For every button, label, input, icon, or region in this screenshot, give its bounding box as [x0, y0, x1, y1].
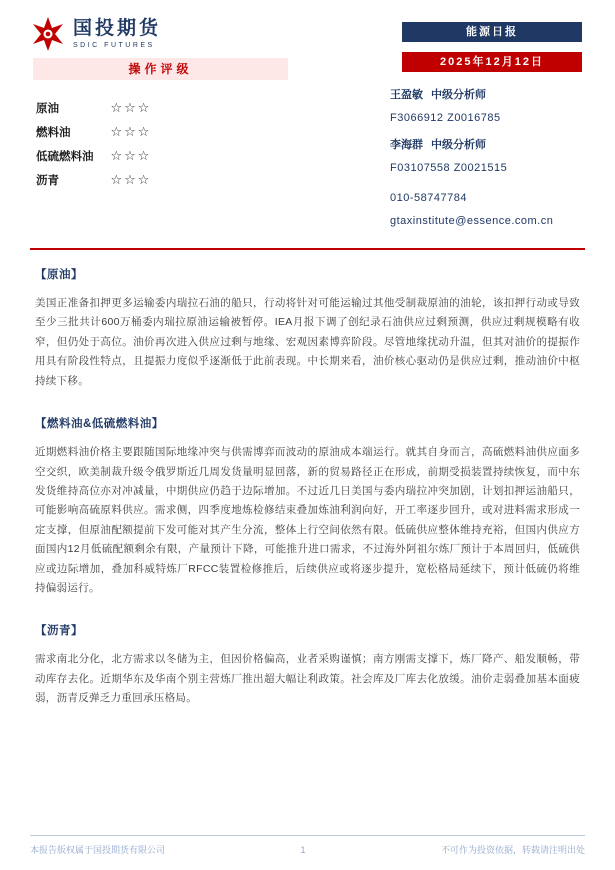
- report-type-banner: 能源日报: [402, 22, 582, 42]
- analyst-name: 王盈敏: [390, 89, 423, 101]
- contact-phone: 010-58747784: [390, 192, 467, 204]
- section-heading: 【燃料油&低硫燃料油】: [35, 418, 164, 431]
- contact-email: gtaxinstitute@essence.com.cn: [390, 215, 554, 227]
- rating-list: [36, 96, 296, 192]
- rating-commodity-name: 低硫燃料油: [36, 151, 94, 163]
- analyst-name: 李海群: [390, 139, 423, 151]
- rating-stars: ☆☆☆: [110, 148, 152, 163]
- report-body: [35, 266, 580, 733]
- rating-commodity-name: 燃料油: [36, 127, 71, 139]
- rating-row: [36, 120, 296, 144]
- section-fuel-oil: [35, 415, 580, 598]
- section-text: 美国正准备扣押更多运输委内瑞拉石油的船只，行动将针对可能运输过其他受制裁原油的油轮，该扣押行动或导致至少三批共计600万桶委内瑞拉原油运输被暂停。IEA月报下调了创纪录石油供应过剩预测，供应过剩规模略有收窄，但仍处于高位。油价再次进入供应过剩与地缘、宏观因素博弈阶段。尽管地缘扰动升温，但其对油价的提振作用具有阶段性特点，且提振力度似乎逐渐低于此前表现。中长期来看，油价核心驱动仍是供应过剩，推动油价中枢持续下移。: [35, 297, 580, 387]
- section-heading: 【沥青】: [35, 625, 83, 638]
- brand-text: [73, 19, 161, 49]
- analyst-codes: F3066912 Z0016785: [390, 112, 501, 124]
- rating-title: 操作评级: [33, 58, 288, 80]
- footer-disclaimer: 不可作为投资依据，转载请注明出处: [440, 845, 585, 855]
- rating-row: [36, 96, 296, 120]
- brand-subtitle: SDIC FUTURES: [73, 41, 155, 49]
- analyst-name-line: [390, 86, 590, 102]
- analyst-block: [390, 86, 590, 238]
- rating-commodity-name: 原油: [36, 103, 59, 115]
- rating-row: [36, 168, 296, 192]
- red-divider: [30, 248, 585, 250]
- footer-copyright: 本报告版权属于国投期货有限公司: [30, 845, 166, 855]
- section-text: 需求南北分化，北方需求以冬储为主，但因价格偏高，业者采购谨慎；南方刚需支撑下，炼厂降产、船发顺畅，带动库存去化。近期华东及华南个别主营炼厂推出超大幅让利政策。社会库及厂库去化放缓。油价走弱叠加基本面疲弱，沥青反弹乏力重回承压格局。: [35, 653, 580, 705]
- analyst-title: 中级分析师: [431, 139, 486, 151]
- brand: [30, 16, 161, 52]
- brand-name: 国投期货: [73, 18, 162, 40]
- section-asphalt: [35, 622, 580, 708]
- footer-page-number: 1: [300, 844, 306, 855]
- report-date-banner: 2025年12月12日: [402, 52, 582, 72]
- rating-stars: ☆☆☆: [110, 100, 152, 115]
- section-heading: 【原油】: [35, 269, 83, 281]
- rating-stars: ☆☆☆: [110, 172, 152, 187]
- section-text: 近期燃料油价格主要跟随国际地缘冲突与供需博弈而波动的原油成本端运行。就其自身而言，高硫燃料油供应面多空交织，欧美制裁升级令俄罗斯近几周发货量明显回落，新的贸易路径正在形成，前期受损装置持续恢复，而中东发货维持高位亦对冲减量，中期供应仍趋于边际增加。不过近几日美国与委内瑞拉冲突加剧，计划扣押运油船只，可能影响高硫原料供应。需求侧，四季度地炼检修结束叠加炼油利润向好，开工率逐步回升，或对进料需求形成一定支撑，但原油配额提前下发可能对其产生分流，整体上行空间依然有限。低硫供应整体维持充裕，但国内供应方面国内12月低硫配额剩余有限，产量预计下降，可能推升进口需求，不过海外阿祖尔炼厂预计于本周回归，低硫供应或边际增加，叠加科威特炼厂RFCC装置检修推后，后续供应或将逐步提升，宽松格局延续下，预计低硫仍将维持偏弱运行。: [35, 446, 580, 595]
- analyst-name-line: [390, 136, 590, 152]
- rating-row: [36, 144, 296, 168]
- contact-block: [390, 192, 590, 227]
- analyst-title: 中级分析师: [431, 89, 486, 101]
- brand-logo-icon: [30, 16, 66, 52]
- analyst-codes: F03107558 Z0021515: [390, 162, 508, 174]
- section-crude-oil: [35, 266, 580, 391]
- rating-stars: ☆☆☆: [110, 124, 152, 139]
- page-footer: [30, 835, 585, 856]
- rating-commodity-name: 沥青: [36, 175, 59, 187]
